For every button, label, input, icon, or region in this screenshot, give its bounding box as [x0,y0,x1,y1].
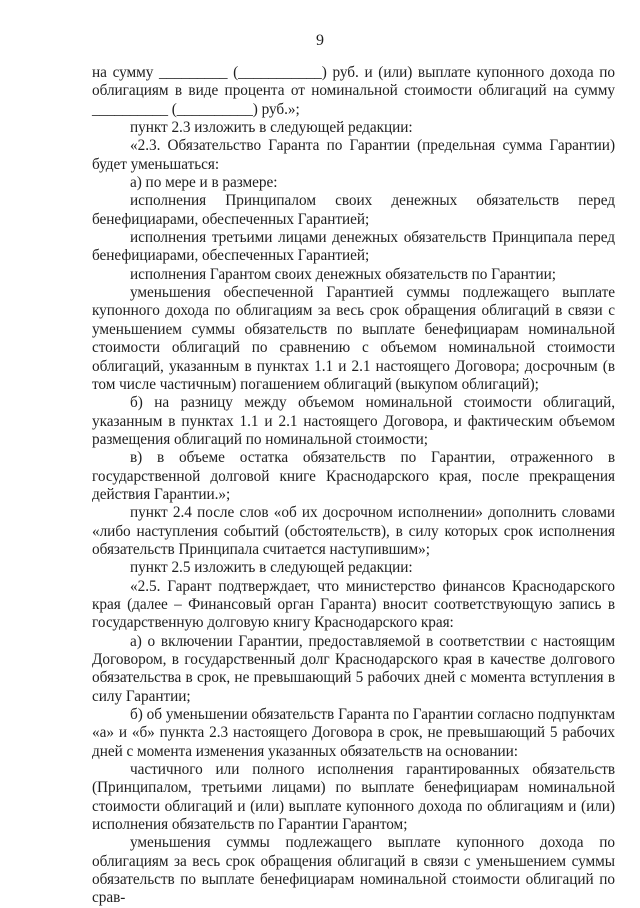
paragraph-coupon-sum-reduction: уменьшения суммы подлежащего выплате купонного дохода по облигациям за весь срок обращения облигаций в связи с уменьшением суммы обязательств по выплате бенефициарам номинальной стоимости облигаций по срав- [92,834,615,907]
paragraph-clause-2-4: пункт 2.4 после слов «об их досрочном исполнении» дополнить словами «либо наступления событий (обстоятельств), в силу которых срок исполнения обязательств Принципала считается наступившим»; [92,504,615,558]
paragraph-clause-2-5-intro: пункт 2.5 изложить в следующей редакции: [130,559,413,577]
paragraph-clause-2-5: «2.5. Гарант подтверждает, что министерство финансов Краснодарского края (далее – Финансовый орган Гаранта) вносит соответствующую запись в государственную долговую книгу Краснодарского края: [92,577,615,632]
paragraph-clause-2-3-intro: пункт 2.3 изложить в следующей редакции: [130,119,413,137]
paragraph-clause-2-3: «2.3. Обязательство Гаранта по Гарантии (предельная сумма Гарантии) будет уменьшаться: [92,137,615,173]
paragraph-coupon-reduction: уменьшения обеспеченной Гарантией суммы подлежащего выплате купонного дохода по облигациям за весь срок обращения облигаций в связи с уменьшением суммы обязательств по выплате бенефициарам номинальной стоимости облигаций по сравнению с объемом номинальной стоимости облигаций, указанным в пунктах 1.1 и 2.1 настоящего Договора; досрочным (в том числе частичным) погашением облигаций (выкупом облигаций); [92,284,615,393]
paragraph-item-b-reduction: б) об уменьшении обязательств Гаранта по Гарантии согласно подпунктам «а» и «б» пункта 2.3 настоящего Договора в срок, не превышающий 5 рабочих дней с момента изменения указанных обязательств на основании: [92,706,615,760]
paragraph-third-party-execution: исполнения третьими лицами денежных обязательств Принципала перед бенефициарами, обеспеченных Гарантией; [92,229,615,265]
paragraph-item-a-inclusion: а) о включении Гарантии, предоставляемой в соответствии с настоящим Договором, в государственный долг Краснодарского края в качестве долгового обязательства в срок, не превышающий 5 рабочих дней с момента вступления в силу Гарантии; [92,632,615,705]
page-number: 9 [316,32,324,49]
paragraph-item-v-remainder: в) в объеме остатка обязательств по Гарантии, отраженного в государственной долговой книге Краснодарского края, после прекращения действия Гарантии.»; [92,449,615,503]
paragraph-item-b-difference: б) на разницу между объемом номинальной стоимости облигаций, указанным в пунктах 1.1 и 2.1 настоящего Договора, и фактическим объемом размещения облигаций по номинальной стоимости; [92,394,615,448]
paragraph-partial-full-execution: частичного или полного исполнения гарантированных обязательств (Принципалом, третьими лицами) по выплате бенефициарам номинальной стоимости облигаций и (или) выплате купонного дохода по облигациям и (или) исполнения обязательств по Гарантии Гарантом; [92,761,615,834]
document-body [92,64,615,908]
paragraph-principal-execution: исполнения Принципалом своих денежных обязательств перед бенефициарами, обеспеченных Гарантией; [92,192,615,228]
paragraph-guarantor-execution: исполнения Гарантом своих денежных обязательств по Гарантии; [130,265,556,283]
paragraph-amount-continuation: на сумму _________ (___________) руб. и (или) выплате купонного дохода по облигациям в виде процента от номинальной стоимости облигаций на сумму __________ (__________) руб.»; [92,64,615,118]
paragraph-item-a: а) по мере и в размере: [130,174,278,192]
